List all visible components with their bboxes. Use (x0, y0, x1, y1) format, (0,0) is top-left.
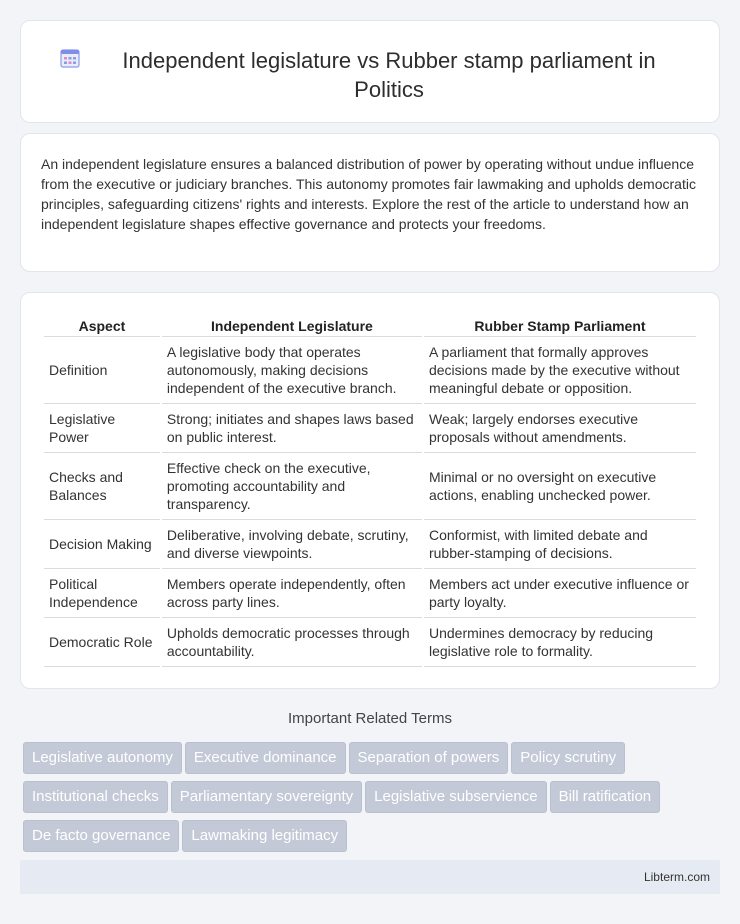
aspect-cell: Checks and Balances (44, 453, 160, 520)
related-term-tag[interactable]: Separation of powers (349, 742, 509, 774)
rubber-stamp-cell: Weak; largely endorses executive proposals without amendments. (424, 404, 696, 453)
footer-site-link[interactable]: Libterm.com (643, 870, 710, 884)
table-row (44, 337, 696, 404)
related-term-tag[interactable]: Legislative autonomy (23, 742, 182, 774)
related-term-tag[interactable]: Legislative subservience (365, 781, 546, 813)
table-row (44, 404, 696, 453)
related-term-tag[interactable]: Institutional checks (23, 781, 168, 813)
intro-card (20, 133, 720, 272)
aspect-cell: Political Independence (44, 569, 160, 618)
header-independent-legislature: Independent Legislature (162, 313, 422, 337)
header-aspect: Aspect (44, 313, 160, 337)
independent-cell: Upholds democratic processes through accountability. (162, 618, 422, 667)
title-card (20, 20, 720, 123)
table-row (44, 618, 696, 667)
related-terms-list (23, 742, 723, 859)
header-rubber-stamp-parliament: Rubber Stamp Parliament (424, 313, 696, 337)
independent-cell: Deliberative, involving debate, scrutiny, and diverse viewpoints. (162, 520, 422, 569)
footer-bar (20, 860, 720, 894)
table-header-row (44, 313, 696, 337)
independent-cell: Strong; initiates and shapes laws based on public interest. (162, 404, 422, 453)
independent-cell: Effective check on the executive, promoting accountability and transparency. (162, 453, 422, 520)
aspect-cell: Democratic Role (44, 618, 160, 667)
rubber-stamp-cell: Undermines democracy by reducing legislative role to formality. (424, 618, 696, 667)
title-wrap (21, 46, 719, 104)
independent-cell: Members operate independently, often across party lines. (162, 569, 422, 618)
page-title: Independent legislature vs Rubber stamp parliament in Politics (122, 48, 656, 102)
comparison-table (42, 313, 698, 667)
table-row (44, 569, 696, 618)
intro-paragraph: An independent legislature ensures a balanced distribution of power by operating without undue influence from the executive or judiciary branches. This autonomy promotes fair lawmaking and upholds democratic principles, safeguarding citizens' rights and interests. Explore the rest of the article to understand how an independent legislature shapes effective governance and protects your freedoms. (41, 156, 696, 232)
rubber-stamp-cell: Members act under executive influence or party loyalty. (424, 569, 696, 618)
related-term-tag[interactable]: Policy scrutiny (511, 742, 625, 774)
rubber-stamp-cell: Conformist, with limited debate and rubber-stamping of decisions. (424, 520, 696, 569)
comparison-table-card (20, 292, 720, 689)
aspect-cell: Legislative Power (44, 404, 160, 453)
related-term-tag[interactable]: Parliamentary sovereignty (171, 781, 362, 813)
rubber-stamp-cell: Minimal or no oversight on executive actions, enabling unchecked power. (424, 453, 696, 520)
aspect-cell: Decision Making (44, 520, 160, 569)
related-terms-heading: Important Related Terms (288, 710, 452, 727)
independent-cell: A legislative body that operates autonomously, making decisions independent of the executive branch. (162, 337, 422, 404)
rubber-stamp-cell: A parliament that formally approves decisions made by the executive without meaningful debate or opposition. (424, 337, 696, 404)
aspect-cell: Definition (44, 337, 160, 404)
table-row (44, 453, 696, 520)
table-row (44, 520, 696, 569)
related-term-tag[interactable]: Executive dominance (185, 742, 346, 774)
related-term-tag[interactable]: De facto governance (23, 820, 179, 852)
related-term-tag[interactable]: Bill ratification (550, 781, 661, 813)
related-term-tag[interactable]: Lawmaking legitimacy (182, 820, 347, 852)
